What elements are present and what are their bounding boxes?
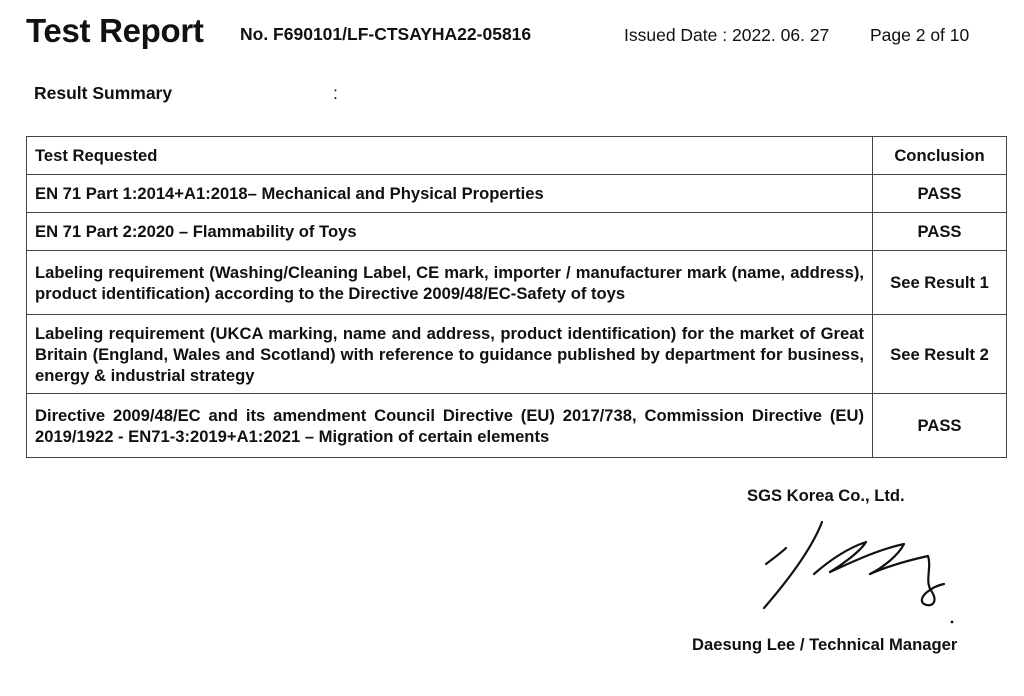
table-row	[27, 251, 1007, 315]
page-number: Page 2 of 10	[870, 25, 970, 45]
test-requested-cell: EN 71 Part 1:2014+A1:2018– Mechanical and Physical Properties	[27, 175, 873, 213]
conclusion-cell: See Result 2	[873, 315, 1007, 394]
issued-date: Issued Date : 2022. 06. 27	[624, 25, 830, 45]
table-row	[27, 213, 1007, 251]
test-requested-cell: Labeling requirement (UKCA marking, name and address, product identification) for the market of Great Britain (England, Wales and Scotland) with reference to guidance published by department for business, energy & industrial strategy	[27, 315, 873, 394]
table-row	[27, 315, 1007, 394]
column-header-conclusion: Conclusion	[873, 137, 1007, 175]
report-header	[26, 10, 1006, 54]
signature-image	[756, 516, 966, 626]
company-name: SGS Korea Co., Ltd.	[747, 486, 905, 505]
test-requested-cell: Labeling requirement (Washing/Cleaning Label, CE mark, importer / manufacturer mark (name, address), product identification) according to the Directive 2009/48/EC-Safety of toys	[27, 251, 873, 315]
table-row	[27, 394, 1007, 458]
result-summary-label: Result Summary	[34, 83, 173, 103]
results-table	[26, 136, 1007, 458]
conclusion-cell: PASS	[873, 213, 1007, 251]
report-title: Test Report	[26, 12, 204, 49]
table-header-row	[27, 137, 1007, 175]
conclusion-cell: PASS	[873, 175, 1007, 213]
column-header-test: Test Requested	[27, 137, 873, 175]
result-summary-colon: :	[333, 83, 338, 103]
conclusion-cell: See Result 1	[873, 251, 1007, 315]
table-row	[27, 175, 1007, 213]
report-number: No. F690101/LF-CTSAYHA22-05816	[240, 24, 532, 44]
test-requested-cell: EN 71 Part 2:2020 – Flammability of Toys	[27, 213, 873, 251]
conclusion-cell: PASS	[873, 394, 1007, 458]
test-requested-cell: Directive 2009/48/EC and its amendment Council Directive (EU) 2017/738, Commission Directive (EU) 2019/1922 - EN71-3:2019+A1:2021 – Migration of certain elements	[27, 394, 873, 458]
signer-name-title: Daesung Lee / Technical Manager	[692, 635, 958, 654]
